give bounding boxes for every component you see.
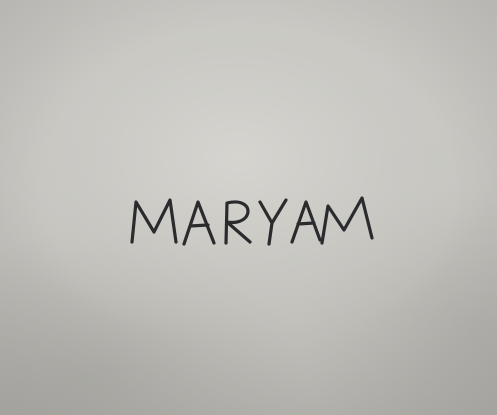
letter-m-second: [322, 198, 372, 243]
letter-r: [226, 202, 250, 243]
letter-m-first: [132, 200, 176, 242]
handwritten-name: [124, 186, 394, 250]
letter-y: [260, 200, 286, 244]
letter-a-second: [292, 202, 320, 242]
letter-a-first: [184, 202, 214, 244]
handwritten-text: [0, 0, 1, 1]
